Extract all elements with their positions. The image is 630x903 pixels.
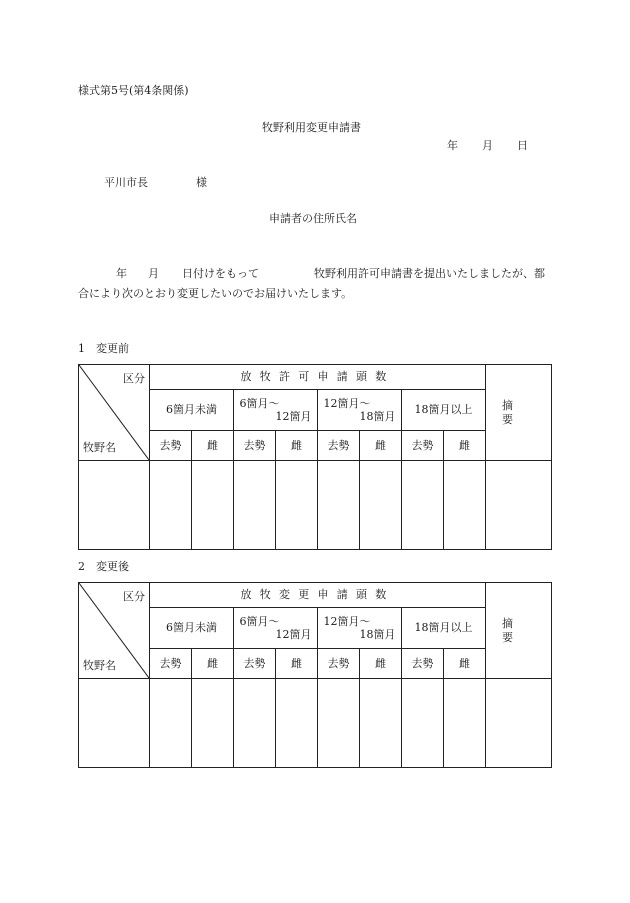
remarks-cell	[486, 679, 552, 768]
sub-col-header: 去勢	[150, 649, 192, 679]
sub-col-header: 去勢	[234, 431, 276, 461]
sub-col-header: 雌	[360, 649, 402, 679]
date-day-label: 日	[517, 139, 528, 152]
kubun-header-cell	[79, 365, 150, 461]
date-year-label: 年	[447, 139, 458, 152]
body-month-label: 月	[148, 267, 159, 280]
count-cell	[150, 461, 192, 550]
body-year-label: 年	[116, 267, 127, 280]
pasture-name-cell	[79, 461, 150, 550]
sub-col-header: 雌	[444, 649, 486, 679]
group-header: 放牧許可申請頭数	[150, 365, 486, 390]
count-cell	[192, 679, 234, 768]
table-before-change	[78, 364, 552, 550]
count-cell	[360, 461, 402, 550]
count-cell	[402, 461, 444, 550]
age-group-header: 6箇月未満	[150, 390, 234, 431]
sub-col-header: 去勢	[402, 431, 444, 461]
pasture-name-label: 牧野名	[83, 658, 116, 672]
section-2-heading: 2 変更後	[78, 560, 129, 573]
count-cell	[318, 679, 360, 768]
age-group-header: 18箇月以上	[402, 608, 486, 649]
kubun-label: 区分	[123, 590, 145, 603]
count-cell	[276, 461, 318, 550]
sub-col-header: 去勢	[318, 431, 360, 461]
sub-col-header: 雌	[276, 649, 318, 679]
count-cell	[444, 679, 486, 768]
sub-col-header: 雌	[276, 431, 318, 461]
body-day-phrase: 日付けをもって	[182, 267, 259, 280]
count-cell	[150, 679, 192, 768]
remarks-cell	[486, 461, 552, 550]
sub-col-header: 雌	[444, 431, 486, 461]
age-group-header: 6箇月～ 12箇月	[234, 608, 318, 649]
table-row	[79, 461, 552, 550]
kubun-label: 区分	[123, 372, 145, 385]
table-row	[79, 679, 552, 768]
sub-col-header: 去勢	[318, 649, 360, 679]
remarks-header: 摘要	[486, 583, 552, 679]
count-cell	[444, 461, 486, 550]
group-header: 放牧変更申請頭数	[150, 583, 486, 608]
section-1-heading: 1 変更前	[78, 342, 129, 355]
body-line1-rest: 牧野利用許可申請書を提出いたしましたが、都	[314, 267, 545, 280]
count-cell	[318, 461, 360, 550]
sub-col-header: 雌	[192, 649, 234, 679]
sub-col-header: 去勢	[234, 649, 276, 679]
count-cell	[402, 679, 444, 768]
count-cell	[192, 461, 234, 550]
remarks-header: 摘要	[486, 365, 552, 461]
sub-col-header: 去勢	[402, 649, 444, 679]
form-number: 様式第5号(第4条関係)	[78, 84, 189, 97]
pasture-name-label: 牧野名	[83, 440, 116, 454]
age-group-header: 12箇月～ 18箇月	[318, 608, 402, 649]
age-group-header: 18箇月以上	[402, 390, 486, 431]
addressee-honorific: 様	[196, 176, 207, 189]
count-cell	[360, 679, 402, 768]
addressee-name: 平川市長	[104, 176, 148, 189]
sub-col-header: 雌	[192, 431, 234, 461]
sub-col-header: 雌	[360, 431, 402, 461]
age-group-header: 6箇月未満	[150, 608, 234, 649]
document-title: 牧野利用変更申請書	[262, 121, 361, 134]
kubun-header-cell	[79, 583, 150, 679]
count-cell	[276, 679, 318, 768]
count-cell	[234, 679, 276, 768]
table-after-change	[78, 582, 552, 768]
age-group-header: 12箇月～ 18箇月	[318, 390, 402, 431]
count-cell	[234, 461, 276, 550]
date-month-label: 月	[482, 139, 493, 152]
body-line2: 合により次のとおり変更したいのでお届けいたします。	[78, 287, 353, 300]
sub-col-header: 去勢	[150, 431, 192, 461]
age-group-header: 6箇月～ 12箇月	[234, 390, 318, 431]
pasture-name-cell	[79, 679, 150, 768]
applicant-label: 申請者の住所氏名	[269, 212, 357, 225]
